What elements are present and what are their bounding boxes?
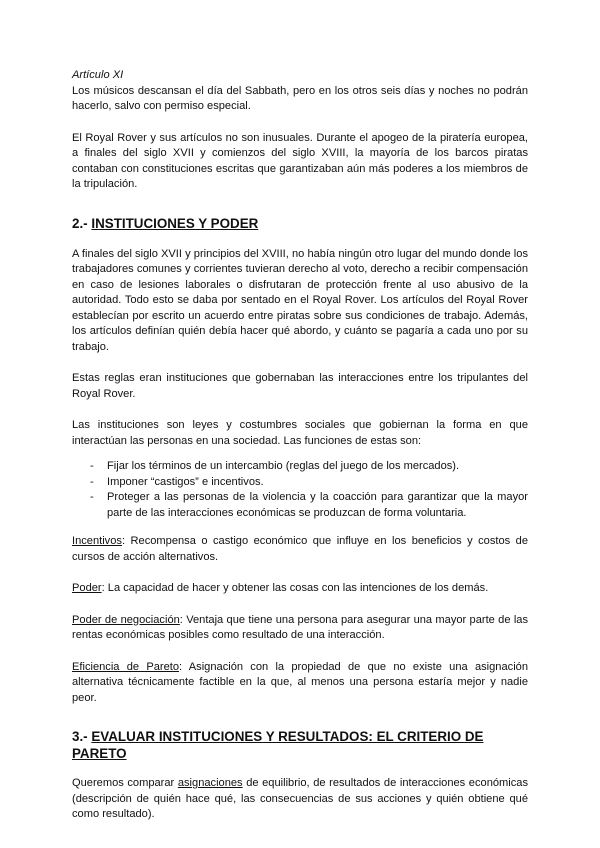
section-3-heading	[72, 728, 528, 762]
dash-bullet: -	[90, 475, 94, 488]
intro-paragraph: El Royal Rover y sus artículos no son inusuales. Durante el apogeo de la piratería europea, a finales del siglo XVII y comienzos del siglo XVIII, la mayoría de los barcos piratas contaban con constituciones escritas que garantizaban aún más poderes a los miembros de la tripulación.	[72, 131, 528, 190]
definition-term: Poder de negociación	[72, 613, 180, 626]
section-2-heading	[72, 215, 528, 232]
list-item-text: Imponer “castigos” e incentivos.	[107, 475, 264, 488]
definition-text: Asignación con la propiedad de que no existe una asignación alternativa técnicamente factible en la que, al menos una persona estaría mejor y nadie peor.	[72, 660, 528, 704]
list-item	[90, 490, 528, 521]
definition-text: Ventaja que tiene una persona para asegurar una mayor parte de las rentas económicas posibles como resultado de una interacción.	[72, 613, 528, 641]
definition-poder-de-negociacion	[72, 613, 528, 644]
section-3-title: EVALUAR INSTITUCIONES Y RESULTADOS: EL CRITERIO DE PARETO	[72, 729, 484, 761]
section-2-title: INSTITUCIONES Y PODER	[91, 215, 259, 231]
section-2-number: 2.-	[72, 215, 88, 231]
section-2-paragraph-1: A finales del siglo XVII y principios del XVIII, no había ningún otro lugar del mundo donde los trabajadores comunes y corrientes tuvieran derecho al voto, derecho a recibir compensación en caso de lesiones laborales o disfrutaran de protección frente al uso abusivo de la autoridad. Todo esto se daba por sentado en el Royal Rover. Los artículos del Royal Rover establecían por escrito un acuerdo entre piratas sobre sus condiciones de trabajo. Además, los artículos definían quién debía hacer qué abordo, y cuánto se pagaría a cada uno por su trabajo.	[72, 247, 528, 353]
section-2-paragraph-3: Las instituciones son leyes y costumbres sociales que gobiernan la forma en que interactúan las personas en una sociedad. Las funciones de estas son:	[72, 419, 528, 447]
definition-text: Recompensa o castigo económico que influye en los beneficios y costos de cursos de acción alternativos.	[72, 535, 528, 563]
definition-term: Incentivos	[72, 535, 122, 547]
section-3-text-after: de equilibrio, de resultados de interacciones económicas (descripción de quién hace qué, las consecuencias de sus acciones y quién obtiene qué como resultado).	[72, 777, 529, 820]
definition-separator: :	[121, 535, 126, 547]
functions-list	[72, 459, 528, 521]
list-item	[90, 475, 528, 491]
list-item-text: Proteger a las personas de la violencia y la coacción para garantizar que la mayor parte de las interacciones económicas se produzcan de forma voluntaria.	[107, 491, 528, 519]
section-2-paragraph-2: Estas reglas eran instituciones que gobernaban las interacciones entre los tripulantes del Royal Rover.	[72, 372, 528, 400]
list-item	[90, 459, 528, 475]
section-3-text-before: Queremos comparar	[72, 777, 178, 789]
article-heading: Artículo XI	[72, 69, 124, 81]
article-text: Los músicos descansan el día del Sabbath, pero en los otros seis días y noches no podrán hacerlo, salvo con permiso especial.	[72, 84, 528, 112]
section-3-term: asignaciones	[177, 777, 243, 789]
list-item-text: Fijar los términos de un intercambio (reglas del juego de los mercados).	[107, 460, 460, 472]
definition-poder	[72, 581, 528, 597]
dash-bullet: -	[90, 491, 94, 503]
definition-term: Eficiencia de Pareto	[72, 660, 180, 673]
section-3-number: 3.-	[72, 729, 88, 744]
definition-separator: :	[101, 582, 105, 594]
section-3-paragraph	[72, 776, 528, 823]
definition-separator: :	[179, 613, 183, 626]
definition-text: La capacidad de hacer y obtener las cosas con las intenciones de los demás.	[104, 582, 489, 594]
dash-bullet: -	[90, 460, 94, 472]
definition-incentivos	[72, 534, 528, 565]
definition-separator: :	[179, 660, 183, 673]
definition-eficiencia-de-pareto	[72, 660, 528, 707]
definition-term: Poder	[72, 582, 102, 594]
